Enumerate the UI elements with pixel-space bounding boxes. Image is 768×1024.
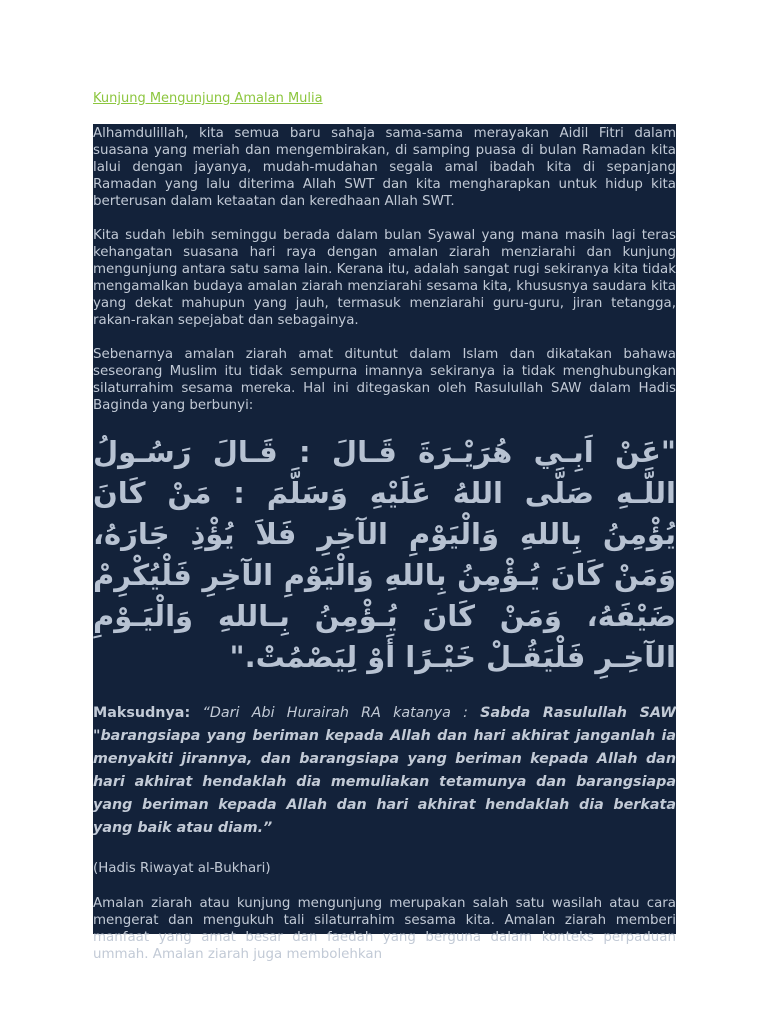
meaning-label: Maksudnya:	[93, 705, 191, 721]
paragraph-syawal: Kita sudah lebih seminggu berada dalam bulan Syawal yang mana masih lagi teras kehangatan suasana hari raya dengan amalan ziarah menziarahi dan kunjung mengunjung antara satu sama lain. Kerana itu, adalah sangat rugi sekiranya kita tidak mengamalkan budaya amalan ziarah menziarahi sesama kita, khususnya saudara kita yang dekat mahupun yang jauh, termasuk menziarahi guru-guru, jiran tetangga, rakan-rakan sepejabat dan sebagainya.	[93, 228, 676, 328]
meaning-intro: “Dari Abi Hurairah RA katanya :	[190, 705, 481, 721]
paragraph-amalan: Amalan ziarah atau kunjung mengunjung merupakan salah satu wasilah atau cara mengerat dan mengukuh tali silaturrahim sesama kita. Amalan ziarah memberi manfaat yang amat besar dan faedah yang berguna dalam konteks perpaduan ummah. Amalan ziarah juga membolehkan	[93, 896, 676, 962]
paragraph-ziarah: Sebenarnya amalan ziarah amat dituntut dalam Islam dan dikatakan bahawa seseorang Muslim itu tidak sempurna imannya sekiranya ia tidak menghubungkan silaturrahim sesama mereka. Hal ini ditegaskan oleh Rasulullah SAW dalam Hadis Baginda yang berbunyi:	[93, 347, 676, 413]
spacer	[93, 329, 676, 346]
hadith-meaning	[93, 702, 676, 840]
article-body	[93, 124, 676, 962]
hadith-source: (Hadis Riwayat al-Bukhari)	[93, 861, 271, 876]
hadith-arabic-text: "عَنْ اَبِـي هُرَيْـرَةَ قَـالَ : قَـالَ رَسُـولُ اللَّـهِ صَلَّى اللهُ عَلَيْهِ وَسَلَّمَ : مَنْ كَانَ يُؤْمِنُ بِاللهِ وَالْيَوْمِ الآخِرِ فَلاَ يُؤْذِ جَارَهُ، وَمَنْ كَانَ يُـؤْمِنُ بِاللهِ وَالْيَوْمِ الآخِرِ فَلْيُكْرِمْ ضَيْفَهُ، وَمَنْ كَانَ يُـؤْمِنُ بِـاللهِ وَالْيَـوْمِ الآخِـرِ فَلْيَقُـلْ خَيْـرًا أَوْ لِيَصْمُتْ."	[93, 435, 676, 674]
spacer	[93, 210, 676, 227]
paragraph-intro: Alhamdulillah, kita semua baru sahaja sama-sama merayakan Aidil Fitri dalam suasana yang meriah dan mengembirakan, di samping puasa di bulan Ramadan kita lalui dengan jayanya, mudah-mudahan segala amal ibadah kita di sepanjang Ramadan yang lalu diterima Allah SWT dan kita mengharapkan untuk hidup kita berterusan dalam ketaatan dan keredhaan Allah SWT.	[93, 126, 676, 209]
article-title-link[interactable]: Kunjung Mengunjung Amalan Mulia	[93, 91, 323, 106]
meaning-body: Sabda Rasulullah SAW "barangsiapa yang beriman kepada Allah dan hari akhirat janganlah ia menyakiti jirannya, dan barangsiapa yang beriman kepada Allah dan hari akhirat hendaklah dia memuliakan tetamunya dan barangsiapa yang beriman kepada Allah dan hari akhirat hendaklah dia berkata yang baik atau diam.”	[93, 705, 676, 836]
